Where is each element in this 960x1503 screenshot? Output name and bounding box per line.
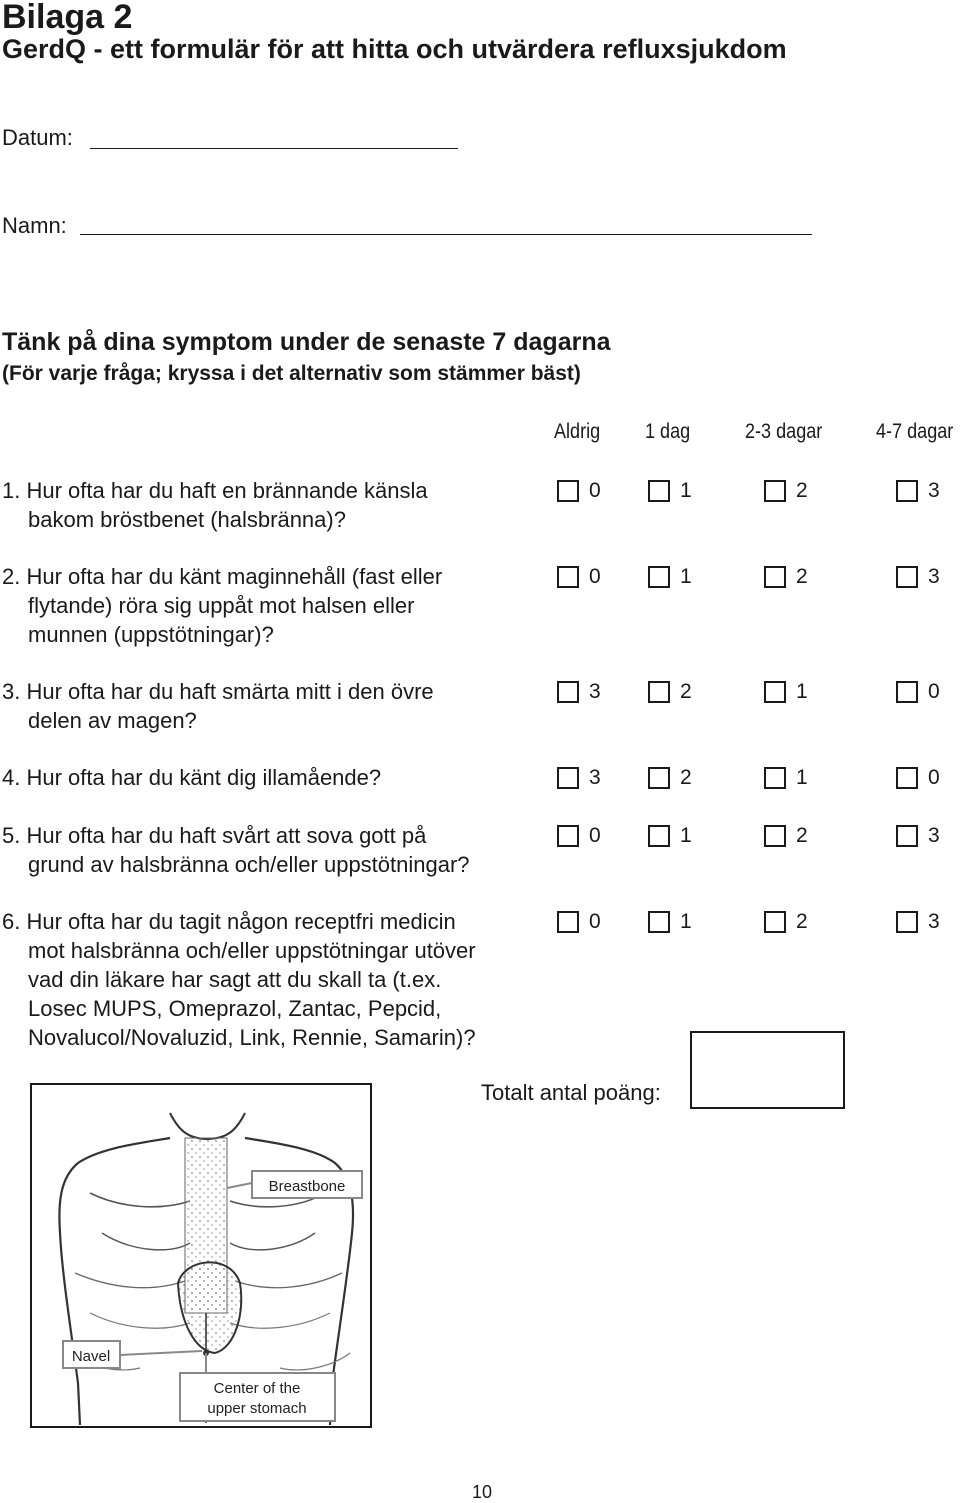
question-line: 6. Hur ofta har du tagit någon receptfri medicin	[2, 909, 456, 934]
instruction-subheading: (För varje fråga; kryssa i det alternativ som stämmer bäst)	[2, 362, 581, 385]
checkbox[interactable]	[896, 911, 918, 933]
question-1	[2, 476, 428, 534]
q6-option-2[interactable]	[648, 910, 692, 934]
checkbox[interactable]	[896, 825, 918, 847]
question-line: Novalucol/Novaluzid, Link, Rennie, Samarin)?	[28, 1025, 476, 1050]
question-2	[2, 562, 442, 649]
total-score-box[interactable]	[690, 1031, 845, 1109]
checkbox[interactable]	[648, 681, 670, 703]
q3-option-2[interactable]	[648, 680, 692, 704]
question-6	[2, 907, 476, 1052]
q6-option-3[interactable]	[764, 910, 808, 934]
option-score: 1	[796, 680, 808, 703]
q1-option-1[interactable]	[557, 479, 601, 503]
question-line: vad din läkare har sagt att du skall ta (t.ex.	[28, 967, 442, 992]
checkbox[interactable]	[764, 681, 786, 703]
option-score: 1	[680, 565, 692, 588]
checkbox[interactable]	[648, 767, 670, 789]
q2-option-3[interactable]	[764, 565, 808, 589]
question-line: grund av halsbränna och/eller uppstötningar?	[28, 852, 470, 877]
question-line: 2. Hur ofta har du känt maginnehåll (fast eller	[2, 564, 443, 589]
question-4	[2, 763, 381, 792]
option-score: 2	[796, 479, 808, 502]
chest-anatomy-diagram	[30, 1083, 372, 1428]
option-score: 0	[589, 824, 601, 847]
checkbox[interactable]	[557, 767, 579, 789]
q5-option-3[interactable]	[764, 824, 808, 848]
checkbox[interactable]	[764, 566, 786, 588]
checkbox[interactable]	[764, 767, 786, 789]
option-score: 2	[796, 910, 808, 933]
option-score: 0	[589, 910, 601, 933]
question-line: Losec MUPS, Omeprazol, Zantac, Pepcid,	[28, 996, 442, 1021]
question-line: 3. Hur ofta har du haft smärta mitt i den övre	[2, 679, 434, 704]
column-header-1-dag: 1 dag	[645, 420, 691, 443]
question-line: flytande) röra sig uppåt mot halsen eller	[28, 593, 415, 618]
option-score: 0	[928, 680, 940, 703]
question-line: bakom bröstbenet (halsbränna)?	[28, 507, 346, 532]
navel-label: Navel	[71, 1348, 111, 1365]
checkbox[interactable]	[557, 825, 579, 847]
column-header-4-7-dagar: 4-7 dagar	[876, 420, 954, 443]
question-line: 1. Hur ofta har du haft en brännande känsla	[2, 478, 428, 503]
option-score: 1	[680, 479, 692, 502]
q1-option-2[interactable]	[648, 479, 692, 503]
checkbox[interactable]	[896, 566, 918, 588]
checkbox[interactable]	[648, 911, 670, 933]
option-score: 3	[589, 766, 601, 789]
option-score: 3	[589, 680, 601, 703]
question-line: munnen (uppstötningar)?	[28, 622, 274, 647]
question-5	[2, 821, 470, 879]
q5-option-4[interactable]	[896, 824, 940, 848]
question-line: delen av magen?	[28, 708, 197, 733]
option-score: 2	[680, 680, 692, 703]
checkbox[interactable]	[648, 480, 670, 502]
q5-option-2[interactable]	[648, 824, 692, 848]
q4-option-4[interactable]	[896, 766, 940, 790]
form-subtitle: GerdQ - ett formulär för att hitta och utvärdera refluxsjukdom	[2, 34, 787, 64]
option-score: 3	[928, 824, 940, 847]
q4-option-2[interactable]	[648, 766, 692, 790]
name-label: Namn:	[2, 213, 67, 238]
page-number: 10	[472, 1482, 493, 1502]
q6-option-4[interactable]	[896, 910, 940, 934]
question-line: 4. Hur ofta har du känt dig illamående?	[2, 765, 382, 790]
breastbone-label: Breastbone	[268, 1178, 346, 1195]
q5-option-1[interactable]	[557, 824, 601, 848]
option-score: 0	[589, 565, 601, 588]
option-score: 1	[680, 910, 692, 933]
question-line: 5. Hur ofta har du haft svårt att sova gott på	[2, 823, 427, 848]
q2-option-4[interactable]	[896, 565, 940, 589]
checkbox[interactable]	[764, 825, 786, 847]
option-score: 2	[680, 766, 692, 789]
option-score: 2	[796, 565, 808, 588]
q3-option-3[interactable]	[764, 680, 808, 704]
checkbox[interactable]	[648, 825, 670, 847]
q4-option-1[interactable]	[557, 766, 601, 790]
q4-option-3[interactable]	[764, 766, 808, 790]
checkbox[interactable]	[557, 681, 579, 703]
q3-option-4[interactable]	[896, 680, 940, 704]
option-score: 3	[928, 479, 940, 502]
q1-option-4[interactable]	[896, 479, 940, 503]
question-line: mot halsbränna och/eller uppstötningar utöver	[28, 938, 476, 963]
checkbox[interactable]	[648, 566, 670, 588]
q3-option-1[interactable]	[557, 680, 601, 704]
checkbox[interactable]	[896, 767, 918, 789]
total-score-label: Totalt antal poäng:	[481, 1080, 661, 1105]
option-score: 2	[796, 824, 808, 847]
checkbox[interactable]	[557, 566, 579, 588]
page-title: Bilaga 2	[2, 0, 133, 36]
question-3	[2, 677, 434, 735]
checkbox[interactable]	[764, 480, 786, 502]
option-score: 1	[680, 824, 692, 847]
column-header-aldrig: Aldrig	[554, 420, 601, 443]
instruction-heading: Tänk på dina symptom under de senaste 7 dagarna	[2, 328, 611, 356]
name-field[interactable]	[80, 234, 812, 235]
option-score: 0	[928, 766, 940, 789]
checkbox[interactable]	[764, 911, 786, 933]
stomach-label-line2: upper stomach	[207, 1400, 307, 1417]
date-field[interactable]	[90, 148, 458, 149]
checkbox[interactable]	[557, 911, 579, 933]
column-header-2-3-dagar: 2-3 dagar	[745, 420, 823, 443]
checkbox[interactable]	[557, 480, 579, 502]
option-score: 3	[928, 910, 940, 933]
q2-option-2[interactable]	[648, 565, 692, 589]
date-label: Datum:	[2, 125, 73, 150]
option-score: 1	[796, 766, 808, 789]
checkbox[interactable]	[896, 681, 918, 703]
stomach-label-line1: Center of the	[213, 1380, 301, 1397]
q2-option-1[interactable]	[557, 565, 601, 589]
q6-option-1[interactable]	[557, 910, 601, 934]
option-score: 3	[928, 565, 940, 588]
option-score: 0	[589, 479, 601, 502]
checkbox[interactable]	[896, 480, 918, 502]
q1-option-3[interactable]	[764, 479, 808, 503]
